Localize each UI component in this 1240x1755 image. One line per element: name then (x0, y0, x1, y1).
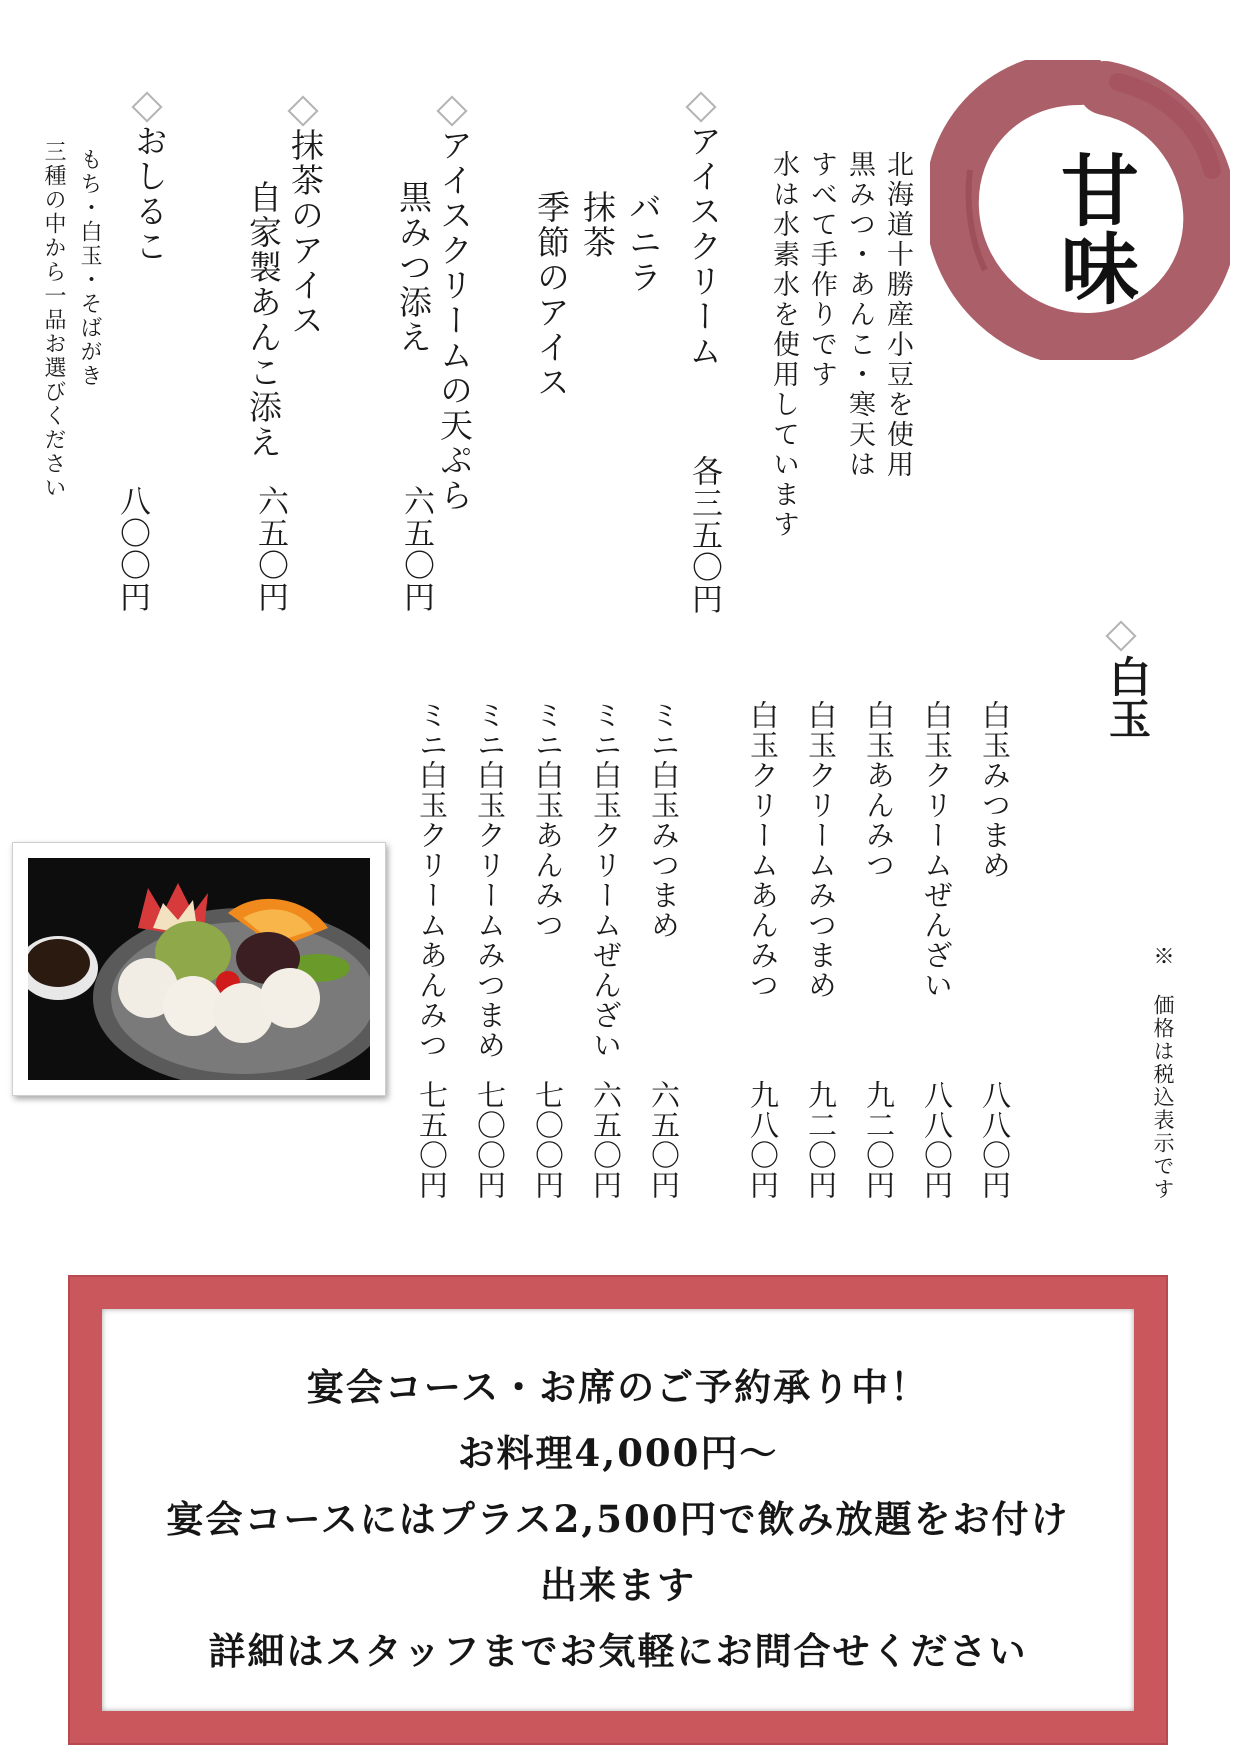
banner-panel (102, 1309, 1134, 1711)
shiratama-item: 白玉クリームぜんざい (920, 700, 954, 1000)
diamond-outline-icon (287, 95, 318, 126)
flavor-matcha: 抹茶 (578, 190, 617, 260)
shiratama-price: 九二〇円 (862, 1080, 896, 1200)
shiratama-price: 八八〇円 (978, 1080, 1012, 1200)
shiratama-item: ミニ白玉みつまめ (647, 700, 681, 940)
shiratama-price: 八八〇円 (920, 1080, 954, 1200)
banner-line-2: お料理4,000円～ (457, 1431, 779, 1475)
shiratama-price: 六五〇円 (589, 1080, 623, 1200)
ice-cream-price: 各三五〇円 (686, 455, 722, 615)
shiratama-price: 九八〇円 (746, 1080, 780, 1200)
oshiruko-detail-1: もち・白玉・そばがき (77, 148, 102, 388)
shiratama-item: 白玉クリームあんみつ (746, 700, 780, 1000)
flavor-seasonal: 季節のアイス (532, 190, 571, 400)
shiratama-price: 六五〇円 (647, 1080, 681, 1200)
shiratama-item: ミニ白玉クリームみつまめ (473, 700, 507, 1060)
tax-note: ※ 価格は税込表示です (1151, 945, 1175, 1201)
oshiruko-detail-2: 三種の中から一品お選びください (41, 140, 66, 500)
ice-tempura-price: 六五〇円 (398, 485, 434, 613)
intro-line-2: 黒みつ・あんこ・寒天は (844, 150, 875, 480)
reservation-banner (68, 1275, 1168, 1745)
shiratama-item: 白玉みつまめ (978, 700, 1012, 880)
shiratama-item: 白玉クリームみつまめ (804, 700, 838, 1000)
intro-line-1: 北海道十勝産小豆を使用 (882, 150, 913, 480)
shiratama-item: ミニ白玉クリームぜんざい (589, 700, 623, 1060)
oshiruko-price: 八〇〇円 (114, 485, 150, 613)
oshiruko-name: おしるこ (130, 124, 169, 264)
ice-tempura-detail: 黒みつ添え (394, 180, 433, 355)
shiratama-price: 七〇〇円 (473, 1080, 507, 1200)
page-title: 甘味 (1047, 150, 1139, 306)
intro-line-3: すべて手作りです (806, 150, 837, 390)
banner-line-5: 詳細はスタッフまでお気軽にお問合せください (208, 1629, 1028, 1673)
matcha-ice-name: 抹茶のアイス (286, 128, 325, 338)
diamond-outline-icon (685, 91, 716, 122)
ice-cream-name: アイスクリーム (684, 124, 723, 369)
shiratama-item: ミニ白玉あんみつ (531, 700, 565, 940)
diamond-outline-icon (1105, 620, 1136, 651)
banner-line-1: 宴会コース・お席のご予約承り中！ (306, 1365, 930, 1409)
flavor-vanilla: バニラ (624, 190, 663, 295)
matcha-ice-price: 六五〇円 (252, 485, 288, 613)
banner-line-3: 宴会コースにはプラス2,500円で飲み放題をお付け (166, 1497, 1070, 1541)
diamond-outline-icon (131, 91, 162, 122)
anmitsu-illustration (28, 858, 370, 1080)
dessert-photo (12, 842, 386, 1096)
intro-line-4: 水は水素水を使用しています (768, 150, 799, 540)
matcha-ice-detail: 自家製あんこ添え (244, 180, 283, 460)
shiratama-price: 七〇〇円 (531, 1080, 565, 1200)
ice-tempura-name: アイスクリームの天ぷら (435, 128, 474, 513)
shiratama-item: ミニ白玉クリームあんみつ (415, 700, 449, 1060)
shiratama-heading: 白玉 (1103, 655, 1152, 739)
shiratama-price: 七五〇円 (415, 1080, 449, 1200)
shiratama-item: 白玉あんみつ (862, 700, 896, 880)
banner-line-4: 出来ます (540, 1563, 696, 1607)
shiratama-price: 九二〇円 (804, 1080, 838, 1200)
diamond-outline-icon (436, 95, 467, 126)
